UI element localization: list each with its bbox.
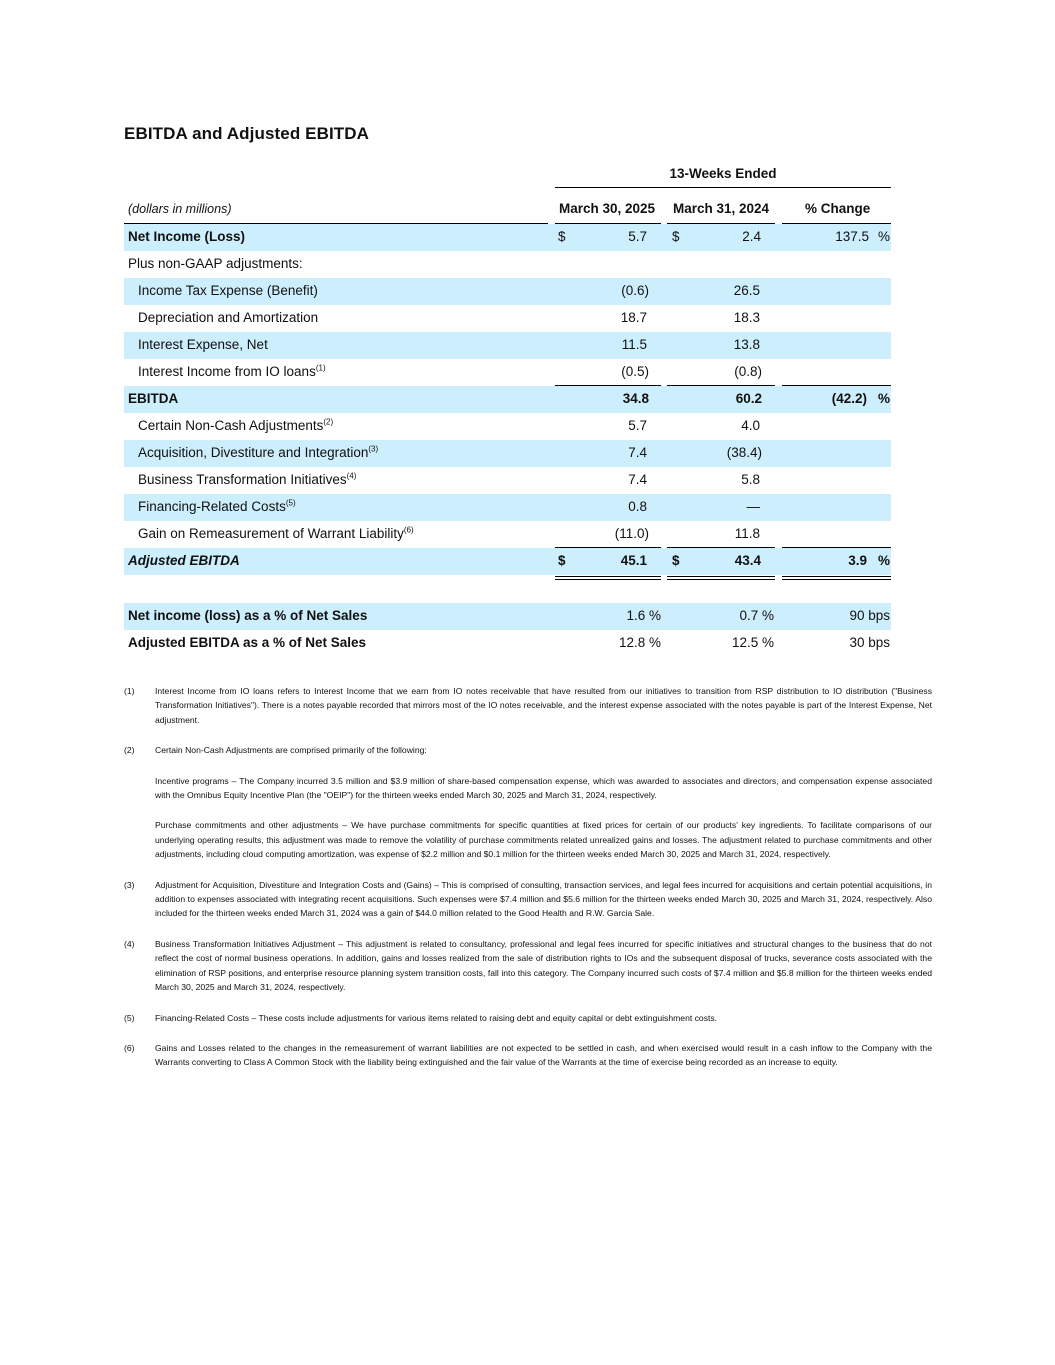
value-2024: 60.2 [735,391,762,406]
row-label: Gain on Remeasurement of Warrant Liability$^{(6)}$ [138,525,414,541]
footnote-3 [124,878,932,921]
footnote-text: Interest Income from IO loans refers to Interest Income that we earn from IO notes receivable that have resulted from our initiatives to transition from RSP distribution to IO distribution ("Business Transformation Initiatives"). There is a notes payable recorded that mirrors most of the IO notes receivable, and the interest expense associated with the notes payable is part of the Interest Expense, Net adjustment. [155,686,932,725]
value-2024: 18.3 [733,310,760,325]
table-row-depreciation [124,305,891,332]
footnote-ref: (5) [285,498,296,508]
value-2024: (38.4) [726,445,762,460]
total-double-rule [782,576,891,577]
row-label: Acquisition, Divestiture and Integration$^{(3)}$ [138,444,379,460]
row-label: Net income (loss) as a % of Net Sales [128,608,368,623]
table-row-warrant-liability [124,521,891,548]
row-label: Adjusted EBITDA [128,553,240,568]
table-row-business-transformation [124,467,891,494]
footnote-number: (4) [124,938,135,949]
units-label: (dollars in millions) [128,202,232,216]
value-2025: 12.8 % [618,635,661,650]
footnote-1 [124,684,932,727]
table-row-adjusted-ebitda-pct [124,630,891,657]
value-2025: 11.5 [621,337,647,352]
column-header-change: % Change [805,201,871,216]
value-2025: 5.7 [628,229,647,244]
percent-change: 137.5 [835,229,869,244]
value-2024: — [746,499,760,514]
value-2024: 12.5 % [731,635,774,650]
total-double-rule [667,579,775,580]
percent-change: (42.2) [831,391,867,406]
footnote-text: Adjustment for Acquisition, Divestiture and Integration Costs and (Gains) – This is comprised of consulting, transaction services, and legal fees incurred for acquisitions and certain potential acquisitions, in addition to expenses associated with integrating recent acquisitions. Such expenses were $7.4 million and $5.6 million for the thirteen weeks ended March 30, 2025 and March 31, 2024, respectively. Also included for the thirteen weeks ended March 31, 2024 was a gain of $44.0 million related to the Good Health and R.W. Garcia Sale. [155,879,932,919]
footnote-2 [124,743,932,861]
value-2024: 5.8 [741,472,760,487]
value-2024: 43.4 [734,553,761,568]
value-2025: (0.6) [621,283,649,298]
footnote-text: Gains and Losses related to the changes in the remeasurement of warrant liabilities are not expected to be settled in cash, and when exercised would result in a cash inflow to the Company with the Warrants converting to Class A Common Stock with the liability being extinguished and the fair value of the Warrants at the time of exercise being recorded as an increase to equity. [155,1042,932,1068]
footnote-number: (2) [124,745,135,756]
footnote-text: Certain Non-Cash Adjustments are comprised primarily of the following: [155,745,427,756]
column-header-2025: March 30, 2025 [559,201,656,216]
value-2024: 2.4 [742,229,761,244]
value-2025: 7.4 [628,445,647,460]
table-row-plus-adjustments [124,251,891,278]
percent-sign: % [877,229,890,244]
row-label: Financing-Related Costs$^{(5)}$ [138,498,296,514]
table-row-io-interest-income [124,359,891,386]
footnote-5 [124,1011,932,1025]
value-2024: (0.8) [734,364,762,379]
row-label: Interest Expense, Net [138,337,268,352]
row-label: Certain Non-Cash Adjustments$^{(2)}$ [138,417,334,433]
footnote-number: (3) [124,879,135,890]
footnote-subparagraph: Purchase commitments and other adjustments – We have purchase commitments for specific quantities at fixed prices for certain of our products' key ingredients. To facilitate comparisons of our underlying operating results, this adjustment was made to remove the volatility of purchase commitments related unrealized gains and losses. The adjustment related to purchase commitments and other adjustments, including cloud computing amortization, was expense of $2.2 million and $0.1 million for the thirteen weeks ended March 30, 2025 and March 31, 2024, respectively. [155,820,932,860]
footnote-number: (5) [124,1012,135,1023]
row-label: Business Transformation Initiatives$^{(4)}$ [138,471,357,487]
value-2025: (0.5) [621,364,649,379]
row-label: Net Income (Loss) [128,229,246,244]
value-2025: 0.8 [628,499,647,514]
currency-symbol: $ [672,229,680,244]
footnote-text: Financing-Related Costs – These costs include adjustments for various items related to raising debt and equity capital or debt extinguishment costs. [155,1012,718,1023]
change-bps: 30 bps [849,635,890,650]
currency-symbol: $ [558,553,566,568]
footnote-text: Business Transformation Initiatives Adjustment – This adjustment is related to consultancy, professional and legal fees incurred for specific initiatives and structural changes to the business that do not reflect the cost of normal business operations. In addition, gains and losses realized from the sale of distribution rights to IOs and the subsequent disposal of trucks, severance costs associated with the elimination of RSP positions, and enterprise resource planning system transition costs, fall into this category. The Company incurred such costs of $7.4 million and $5.8 million for the thirteen weeks ended March 30, 2025 and March 31, 2024, respectively. [155,938,932,993]
change-bps: 90 bps [849,608,890,623]
value-2025: 45.1 [620,553,647,568]
total-double-rule [667,576,775,577]
footnote-4 [124,937,932,995]
percent-change: 3.9 [848,553,867,568]
row-label: Adjusted EBITDA as a % of Net Sales [128,635,367,650]
value-2025: 1.6 % [626,608,661,623]
total-double-rule [782,579,891,580]
value-2025: 5.7 [628,418,647,433]
row-label: EBITDA [128,391,179,406]
column-header-2024: March 31, 2024 [673,201,770,216]
value-2025: 34.8 [622,391,649,406]
table-row-acquisition [124,440,891,467]
period-header: 13-Weeks Ended [669,166,777,181]
row-label: Depreciation and Amortization [138,310,319,325]
value-2024: 13.8 [733,337,760,352]
footnotes [124,684,932,1086]
currency-symbol: $ [672,553,680,568]
footnote-subparagraph: Incentive programs – The Company incurred 3.5 million and $3.9 million of share-based compensation expense, which was awarded to associates and directors, and compensation expense associated with the Omnibus Equity Incentive Plan (the "OEIP") for the thirteen weeks ended March 30, 2025 and March 31, 2024, respectively. [155,775,932,801]
table-row-ebitda [124,386,891,413]
period-underline [555,187,891,188]
value-2024: 4.0 [741,418,760,433]
currency-symbol: $ [558,229,566,244]
table-row-net-income [124,224,891,251]
footnote-6 [124,1041,932,1070]
footnote-ref: (3) [368,444,379,454]
value-2024: 26.5 [733,283,760,298]
table-row-non-cash [124,413,891,440]
percent-sign: % [877,391,890,406]
total-double-rule [555,579,661,580]
value-2025: 7.4 [628,472,647,487]
page-title: EBITDA and Adjusted EBITDA [124,124,370,143]
footnote-number: (1) [124,686,135,696]
percent-sign: % [877,553,890,568]
value-2025: (11.0) [614,526,649,541]
table-row-interest-expense [124,332,891,359]
table-row-net-income-pct [124,603,891,630]
row-label: Plus non-GAAP adjustments: [128,256,303,271]
table-row-financing-costs [124,494,891,521]
footnote-number: (6) [124,1042,135,1053]
table-row-income-tax [124,278,891,305]
row-label: Interest Income from IO loans$^{(1)}$ [138,363,326,379]
footnote-ref: (1) [315,363,326,373]
value-2025: 18.7 [620,310,647,325]
footnote-ref: (6) [403,525,414,535]
row-label: Income Tax Expense (Benefit) [138,283,318,298]
total-double-rule [555,576,661,577]
value-2024: 11.8 [734,526,760,541]
value-2024: 0.7 % [739,608,774,623]
footnote-ref: (4) [346,471,357,481]
table-row-adjusted-ebitda [124,548,891,575]
footnote-ref: (2) [323,417,334,427]
